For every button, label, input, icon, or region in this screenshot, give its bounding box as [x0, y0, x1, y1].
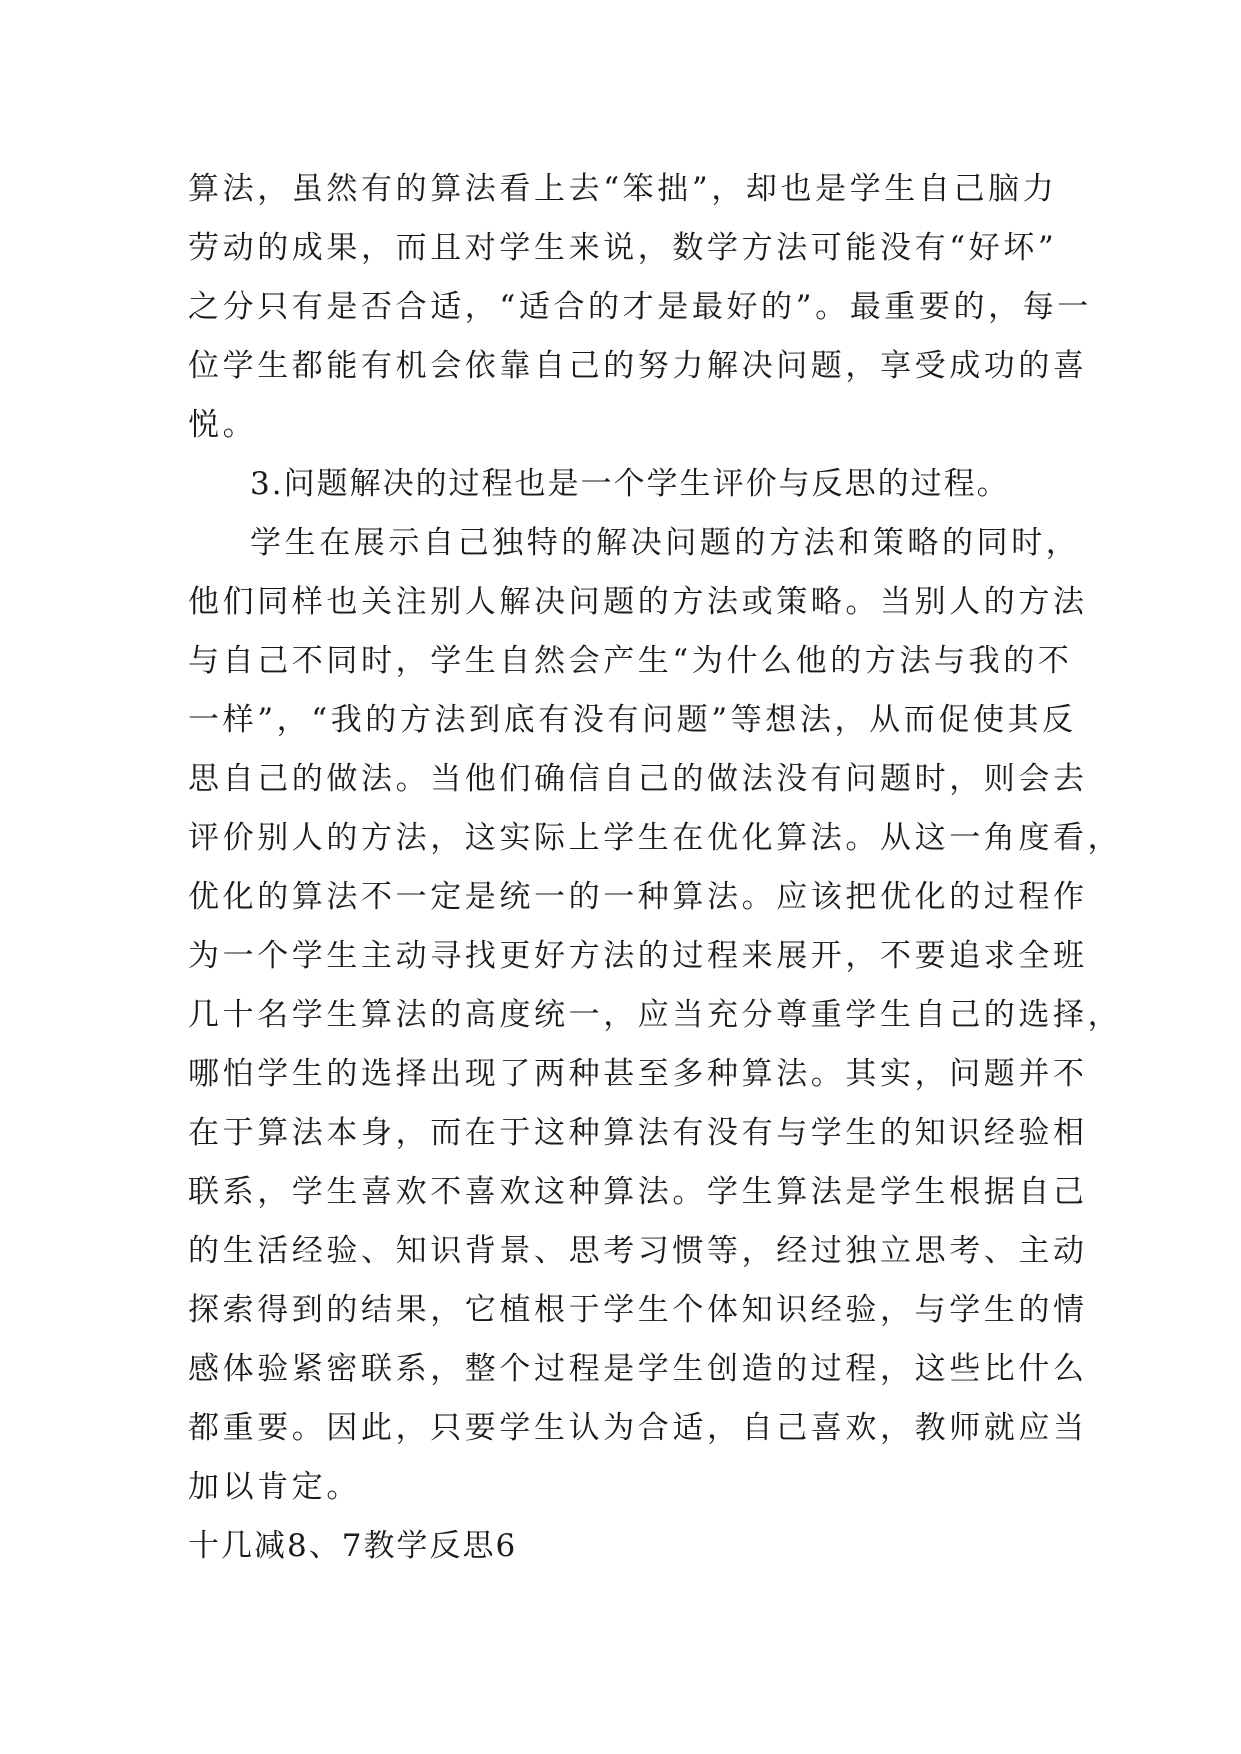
paragraph-line: 在于算法本身，而在于这种算法有没有与学生的知识经验相	[188, 1115, 1088, 1151]
paragraph-line: 探索得到的结果，它植根于学生个体知识经验，与学生的情	[188, 1292, 1088, 1328]
paragraph-line: 一样”，“我的方法到底有没有问题”等想法，从而促使其反	[188, 702, 1077, 738]
paragraph-line: 哪怕学生的选择出现了两种甚至多种算法。其实，问题并不	[188, 1056, 1088, 1092]
paragraph-line: 评价别人的方法，这实际上学生在优化算法。从这一角度看，	[188, 820, 1123, 856]
paragraph-line: 思自己的做法。当他们确信自己的做法没有问题时，则会去	[188, 761, 1088, 797]
paragraph-line: 悦。	[188, 407, 258, 443]
paragraph-line: 算法，虽然有的算法看上去“笨拙”，却也是学生自己脑力	[188, 171, 1058, 207]
section-heading: 3.问题解决的过程也是一个学生评价与反思的过程。	[250, 466, 1010, 502]
document-title: 十几减8、7教学反思6	[188, 1528, 518, 1564]
paragraph-line: 的生活经验、知识背景、思考习惯等，经过独立思考、主动	[188, 1233, 1088, 1269]
paragraph-line: 感体验紧密联系，整个过程是学生创造的过程，这些比什么	[188, 1351, 1088, 1387]
paragraph-line: 为一个学生主动寻找更好方法的过程来展开，不要追求全班	[188, 938, 1088, 974]
paragraph-line: 几十名学生算法的高度统一，应当充分尊重学生自己的选择，	[188, 997, 1123, 1033]
paragraph-line: 劳动的成果，而且对学生来说，数学方法可能没有“好坏”	[188, 230, 1058, 266]
paragraph-line: 他们同样也关注别人解决问题的方法或策略。当别人的方法	[188, 584, 1088, 620]
paragraph-line: 加以肯定。	[188, 1469, 361, 1505]
paragraph-line: 都重要。因此，只要学生认为合适，自己喜欢，教师就应当	[188, 1410, 1088, 1446]
paragraph-line: 与自己不同时，学生自然会产生“为什么他的方法与我的不	[188, 643, 1073, 679]
document-body	[188, 160, 1123, 1576]
paragraph-line: 优化的算法不一定是统一的一种算法。应该把优化的过程作	[188, 879, 1088, 915]
paragraph-line: 之分只有是否合适，“适合的才是最好的”。最重要的，每一	[188, 289, 1092, 325]
paragraph-line: 学生在展示自己独特的解决问题的方法和策略的同时，	[250, 525, 1081, 561]
paragraph-line: 位学生都能有机会依靠自己的努力解决问题，享受成功的喜	[188, 348, 1088, 384]
paragraph-line: 联系，学生喜欢不喜欢这种算法。学生算法是学生根据自己	[188, 1174, 1088, 1210]
